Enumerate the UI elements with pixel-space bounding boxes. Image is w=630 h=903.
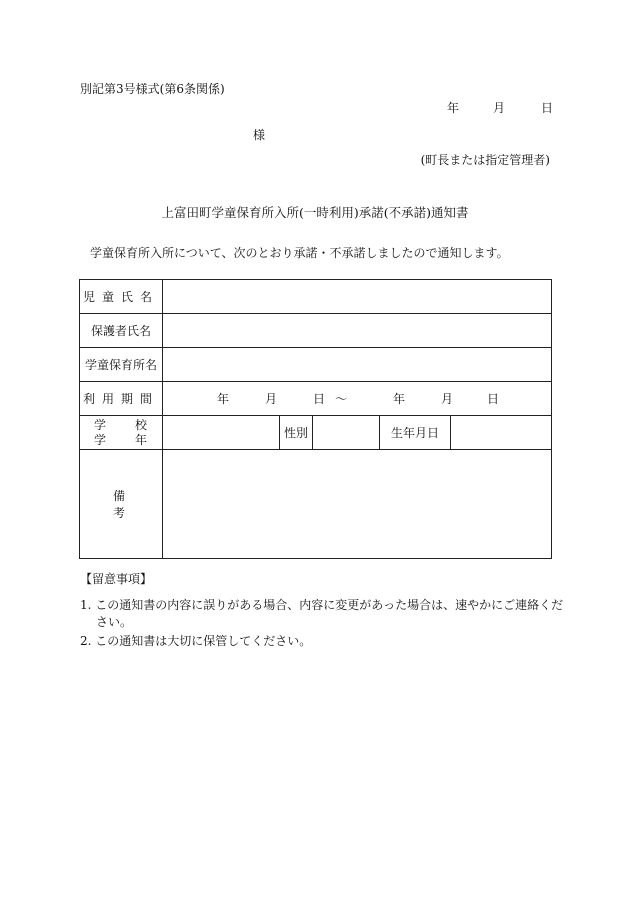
intro-text: 学童保育所入所について、次のとおり承諾・不承諾しましたので通知します。: [90, 246, 509, 260]
period-to-month: 月: [441, 392, 454, 406]
document-title: 上富田町学童保育所入所(一時利用)承諾(不承諾)通知書: [161, 205, 469, 220]
table-row-child-name: [80, 280, 552, 314]
period-label: 利用期間: [80, 382, 163, 416]
period-to-day: 日: [487, 392, 500, 406]
table-row-guardian-name: [80, 314, 552, 348]
guardian-name-label: 保護者氏名: [80, 314, 163, 348]
school-label-char-1: 学: [94, 417, 107, 432]
grade-label-char-2: 年: [134, 432, 147, 447]
addressee-suffix: 様: [253, 128, 266, 142]
facility-name-field: [163, 348, 552, 382]
remarks-label-text: 備考: [112, 489, 153, 520]
notification-form-table: [79, 279, 552, 559]
birthdate-field: [451, 416, 552, 450]
note-item-1: 1. この通知書の内容に誤りがある場合、内容に変更があった場合は、速やかにご連絡くだ: [80, 598, 564, 612]
school-grade-label: [80, 416, 163, 450]
period-from-day: 日: [313, 392, 326, 406]
date-day-label: 日: [541, 101, 554, 115]
school-grade-field: [163, 416, 280, 450]
remarks-label: [80, 450, 163, 559]
facility-name-label: 学童保育所名: [80, 348, 163, 382]
note-item-2: 2. この通知書は大切に保管してください。: [80, 634, 312, 648]
note-item-1-continuation: さい。: [96, 615, 133, 629]
remarks-field: [163, 450, 552, 559]
gender-field: [313, 416, 380, 450]
table-row-remarks: [80, 450, 552, 559]
table-row-period: [80, 382, 552, 416]
period-from-month: 月: [265, 392, 278, 406]
issuer-line: (町長または指定管理者): [420, 153, 550, 167]
child-name-field: [163, 280, 552, 314]
school-label-char-2: 校: [134, 417, 147, 432]
gender-label: 性別: [280, 416, 313, 450]
date-month-label: 月: [493, 101, 506, 115]
birthdate-label: 生年月日: [380, 416, 451, 450]
period-from-year: 年: [217, 392, 230, 406]
form-number: 別記第3号様式(第6条関係): [80, 82, 225, 96]
period-tilde: ～: [335, 392, 348, 406]
issue-date-line: [447, 99, 553, 116]
table-row-facility-name: [80, 348, 552, 382]
period-field: [163, 382, 552, 416]
table-row-school: [80, 416, 552, 450]
notes-heading: 【留意事項】: [80, 572, 153, 586]
date-year-label: 年: [447, 101, 460, 115]
grade-label-char-1: 学: [94, 432, 107, 447]
period-to-year: 年: [393, 392, 406, 406]
child-name-label: 児童氏名: [80, 280, 163, 314]
guardian-name-field: [163, 314, 552, 348]
